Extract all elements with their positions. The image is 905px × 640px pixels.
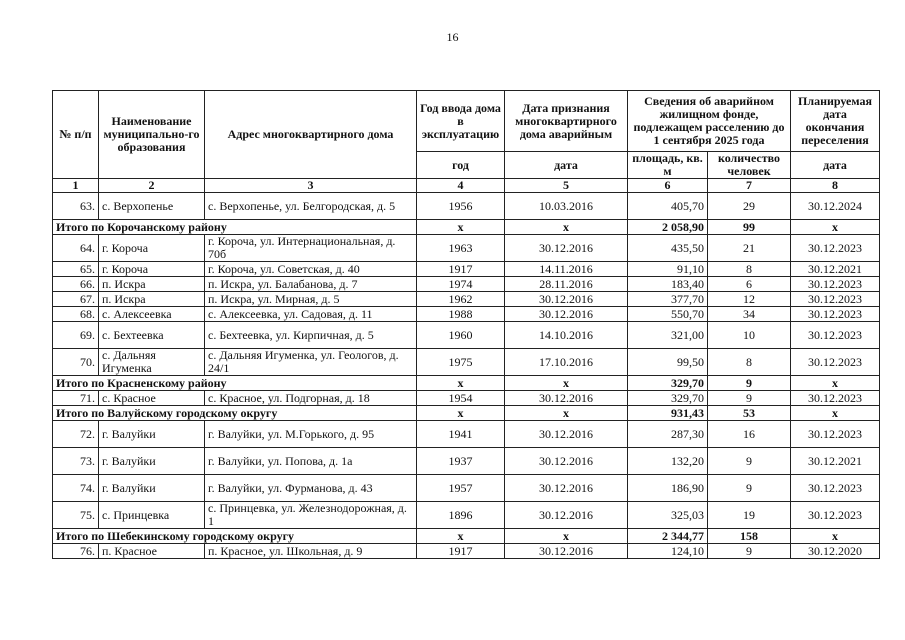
header-municipality: Наименование муниципально-го образования [99,91,205,179]
subtotal-plan: х [791,376,880,391]
row-area: 91,10 [628,262,708,277]
row-area: 287,30 [628,421,708,448]
row-number: 63. [53,193,99,220]
subtotal-plan: х [791,529,880,544]
row-date: 30.12.2016 [505,544,628,559]
column-number: 7 [708,179,791,193]
row-area: 132,20 [628,448,708,475]
row-address: п. Красное, ул. Школьная, д. 9 [205,544,417,559]
row-year: 1917 [417,262,505,277]
column-number: 3 [205,179,417,193]
row-date: 30.12.2016 [505,235,628,262]
column-number: 4 [417,179,505,193]
row-number: 69. [53,322,99,349]
row-people: 29 [708,193,791,220]
row-date: 10.03.2016 [505,193,628,220]
subtotal-people: 53 [708,406,791,421]
row-plan-date: 30.12.2024 [791,193,880,220]
subtotal-area: 2 058,90 [628,220,708,235]
row-plan-date: 30.12.2023 [791,277,880,292]
row-people: 12 [708,292,791,307]
subtotal-area: 329,70 [628,376,708,391]
table-row [53,292,880,307]
column-number: 1 [53,179,99,193]
row-area: 405,70 [628,193,708,220]
subtotal-area: 931,43 [628,406,708,421]
row-area: 377,70 [628,292,708,307]
subheader-people: количество человек [708,152,791,179]
row-people: 9 [708,391,791,406]
row-area: 321,00 [628,322,708,349]
row-date: 14.11.2016 [505,262,628,277]
row-year: 1962 [417,292,505,307]
subheader-date: дата [505,152,628,179]
row-number: 72. [53,421,99,448]
row-year: 1896 [417,502,505,529]
row-municipality: с. Верхопенье [99,193,205,220]
row-number: 67. [53,292,99,307]
row-address: г. Валуйки, ул. М.Горького, д. 95 [205,421,417,448]
column-number-row [53,179,880,193]
row-plan-date: 30.12.2023 [791,502,880,529]
subtotal-date: х [505,529,628,544]
table-row [53,322,880,349]
row-plan-date: 30.12.2023 [791,391,880,406]
subtotal-date: х [505,220,628,235]
table-row [53,475,880,502]
row-municipality: с. Принцевка [99,502,205,529]
row-date: 30.12.2016 [505,391,628,406]
subheader-plan: дата [791,152,880,179]
header-housing-info: Сведения об аварийном жилищном фонде, подлежащем расселению до 1 сентября 2025 года [628,91,791,152]
row-people: 9 [708,448,791,475]
row-people: 8 [708,349,791,376]
table-header [53,91,880,193]
row-plan-date: 30.12.2021 [791,448,880,475]
row-year: 1963 [417,235,505,262]
row-number: 66. [53,277,99,292]
row-number: 68. [53,307,99,322]
row-municipality: п. Искра [99,277,205,292]
row-year: 1954 [417,391,505,406]
row-address: с. Красное, ул. Подгорная, д. 18 [205,391,417,406]
row-area: 186,90 [628,475,708,502]
table-row [53,277,880,292]
table-row [53,544,880,559]
row-number: 74. [53,475,99,502]
subtotal-date: х [505,376,628,391]
subtotal-plan: х [791,406,880,421]
row-year: 1974 [417,277,505,292]
table-row [53,391,880,406]
column-number: 8 [791,179,880,193]
row-municipality: п. Искра [99,292,205,307]
row-people: 9 [708,475,791,502]
row-number: 75. [53,502,99,529]
table-row [53,349,880,376]
row-year: 1960 [417,322,505,349]
row-year: 1941 [417,421,505,448]
row-date: 28.11.2016 [505,277,628,292]
row-number: 71. [53,391,99,406]
row-people: 6 [708,277,791,292]
row-address: с. Дальняя Игуменка, ул. Геологов, д. 24/1 [205,349,417,376]
row-plan-date: 30.12.2023 [791,349,880,376]
row-number: 73. [53,448,99,475]
row-municipality: с. Красное [99,391,205,406]
subtotal-label: Итого по Корочанскому району [53,220,417,235]
row-address: г. Короча, ул. Интернациональная, д. 70б [205,235,417,262]
table-row [53,262,880,277]
row-number: 64. [53,235,99,262]
row-year: 1957 [417,475,505,502]
row-address: г. Валуйки, ул. Попова, д. 1а [205,448,417,475]
row-plan-date: 30.12.2023 [791,235,880,262]
row-number: 65. [53,262,99,277]
row-number: 70. [53,349,99,376]
subtotal-year: х [417,406,505,421]
subtotal-label: Итого по Шебекинскому городскому округу [53,529,417,544]
subtotal-year: х [417,376,505,391]
row-address: с. Верхопенье, ул. Белгородская, д. 5 [205,193,417,220]
row-people: 9 [708,544,791,559]
row-people: 16 [708,421,791,448]
row-municipality: г. Валуйки [99,421,205,448]
subtotal-people: 99 [708,220,791,235]
row-year: 1937 [417,448,505,475]
row-plan-date: 30.12.2023 [791,475,880,502]
row-municipality: г. Короча [99,235,205,262]
row-number: 76. [53,544,99,559]
subtotal-date: х [505,406,628,421]
column-number: 2 [99,179,205,193]
subtotal-row [53,406,880,421]
row-area: 325,03 [628,502,708,529]
page-number: 16 [446,30,459,44]
row-year: 1917 [417,544,505,559]
row-plan-date: 30.12.2020 [791,544,880,559]
row-date: 30.12.2016 [505,307,628,322]
row-area: 329,70 [628,391,708,406]
row-people: 10 [708,322,791,349]
row-people: 19 [708,502,791,529]
subtotal-people: 158 [708,529,791,544]
row-address: г. Валуйки, ул. Фурманова, д. 43 [205,475,417,502]
row-people: 21 [708,235,791,262]
column-number: 5 [505,179,628,193]
row-date: 30.12.2016 [505,448,628,475]
table-row [53,448,880,475]
row-municipality: с. Дальняя Игуменка [99,349,205,376]
row-year: 1988 [417,307,505,322]
table-row [53,307,880,322]
row-plan-date: 30.12.2023 [791,292,880,307]
row-address: с. Принцевка, ул. Железнодорожная, д. 1 [205,502,417,529]
subtotal-row [53,376,880,391]
row-date: 30.12.2016 [505,475,628,502]
header-plan-date: Планируемая дата окончания переселения [791,91,880,152]
subtotal-year: х [417,220,505,235]
subtotal-area: 2 344,77 [628,529,708,544]
header-address: Адрес многоквартирного дома [205,91,417,179]
header-date: Дата признания многоквартирного дома аварийным [505,91,628,152]
row-municipality: п. Красное [99,544,205,559]
row-area: 124,10 [628,544,708,559]
row-date: 14.10.2016 [505,322,628,349]
table-row [53,235,880,262]
row-year: 1975 [417,349,505,376]
row-address: п. Искра, ул. Балабанова, д. 7 [205,277,417,292]
header-year: Год ввода дома в эксплуатацию [417,91,505,152]
subheader-year: год [417,152,505,179]
row-area: 435,50 [628,235,708,262]
row-address: г. Короча, ул. Советская, д. 40 [205,262,417,277]
row-plan-date: 30.12.2023 [791,322,880,349]
row-area: 99,50 [628,349,708,376]
subtotal-label: Итого по Валуйскому городскому округу [53,406,417,421]
row-area: 550,70 [628,307,708,322]
row-year: 1956 [417,193,505,220]
row-address: с. Алексеевка, ул. Садовая, д. 11 [205,307,417,322]
subtotal-people: 9 [708,376,791,391]
table-body [53,193,880,559]
row-area: 183,40 [628,277,708,292]
subheader-area: площадь, кв. м [628,152,708,179]
table-row [53,193,880,220]
row-address: с. Бехтеевка, ул. Кирпичная, д. 5 [205,322,417,349]
row-plan-date: 30.12.2023 [791,421,880,448]
subtotal-year: х [417,529,505,544]
row-municipality: г. Валуйки [99,475,205,502]
subtotal-row [53,220,880,235]
subtotal-row [53,529,880,544]
resettlement-table [52,90,880,559]
row-plan-date: 30.12.2023 [791,307,880,322]
row-plan-date: 30.12.2021 [791,262,880,277]
row-date: 30.12.2016 [505,292,628,307]
row-municipality: г. Короча [99,262,205,277]
row-date: 17.10.2016 [505,349,628,376]
row-municipality: г. Валуйки [99,448,205,475]
row-municipality: с. Алексеевка [99,307,205,322]
table-row [53,421,880,448]
subtotal-label: Итого по Красненскому району [53,376,417,391]
header-num: № п/п [53,91,99,179]
row-municipality: с. Бехтеевка [99,322,205,349]
row-date: 30.12.2016 [505,421,628,448]
row-address: п. Искра, ул. Мирная, д. 5 [205,292,417,307]
table-row [53,502,880,529]
subtotal-plan: х [791,220,880,235]
row-people: 34 [708,307,791,322]
row-date: 30.12.2016 [505,502,628,529]
row-people: 8 [708,262,791,277]
column-number: 6 [628,179,708,193]
